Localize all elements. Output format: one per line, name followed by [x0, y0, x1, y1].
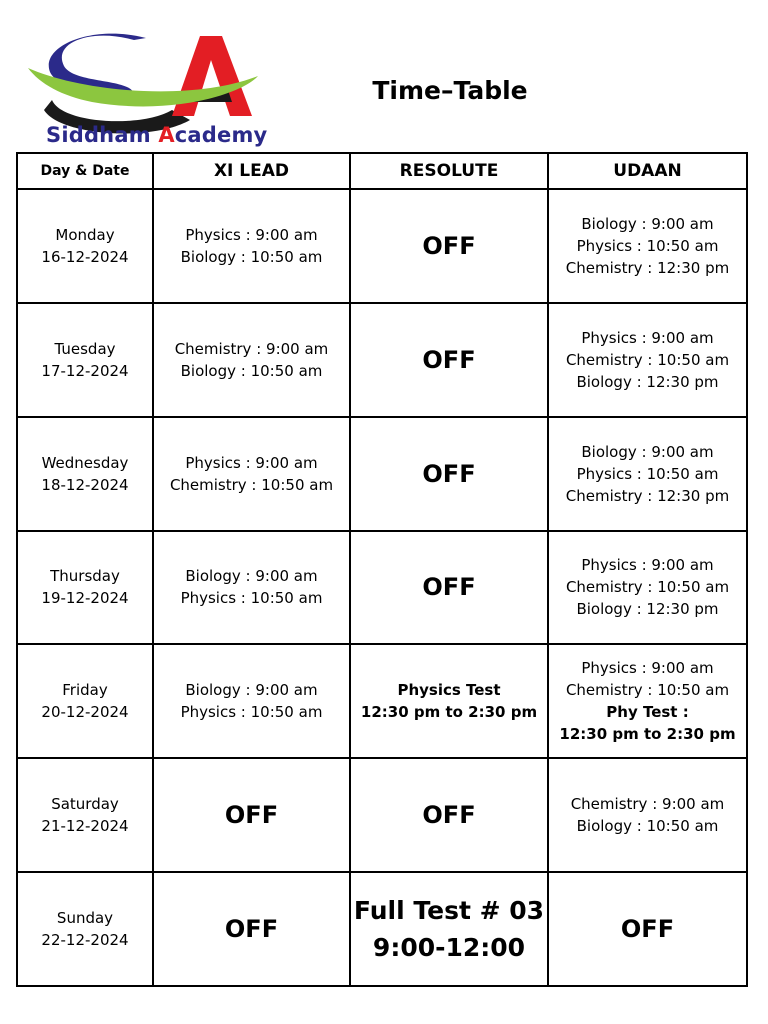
resolute-cell: OFF: [350, 189, 548, 303]
date: 19-12-2024: [41, 589, 129, 608]
day-name: Sunday: [56, 909, 114, 928]
schedule-line: Physics : 9:00 am: [581, 659, 714, 678]
schedule-line: Biology : 9:00 am: [581, 442, 714, 461]
xi-lead-cell: [153, 531, 350, 645]
udaan-cell: [548, 758, 747, 872]
schedule-line: Physics : 9:00 am: [185, 225, 318, 244]
schedule-line: Chemistry : 10:50 am: [565, 681, 730, 700]
xi-lead-cell: [153, 189, 350, 303]
schedule-line: Physics : 9:00 am: [185, 453, 318, 472]
day-name: Monday: [55, 225, 115, 244]
resolute-cell: OFF: [350, 417, 548, 531]
schedule-line: Biology : 12:30 pm: [576, 600, 719, 619]
schedule-line: Physics : 10:50 am: [576, 464, 719, 483]
schedule-line: Biology : 10:50 am: [180, 247, 323, 266]
udaan-cell: [548, 189, 747, 303]
xi-lead-cell: [153, 644, 350, 758]
table-row: [17, 872, 747, 986]
day-date-cell: [17, 758, 153, 872]
schedule-line: Chemistry : 12:30 pm: [565, 486, 730, 505]
day-name: Saturday: [51, 795, 119, 814]
xi-lead-cell: [153, 303, 350, 417]
logo-wordmark: Siddham Academy: [46, 123, 268, 147]
date: 18-12-2024: [41, 475, 129, 494]
resolute-cell: [350, 644, 548, 758]
table-row: [17, 758, 747, 872]
udaan-cell: [548, 644, 747, 758]
schedule-line: Physics : 10:50 am: [576, 236, 719, 255]
resolute-cell: OFF: [350, 303, 548, 417]
udaan-cell: OFF: [548, 872, 747, 986]
day-date-cell: [17, 644, 153, 758]
date: 20-12-2024: [41, 703, 129, 722]
schedule-line: Physics : 10:50 am: [180, 589, 323, 608]
test-name: Phy Test :: [606, 703, 689, 722]
day-date-cell: [17, 189, 153, 303]
test-name: Full Test # 03: [353, 896, 545, 926]
column-header-udaan: UDAAN: [548, 153, 747, 189]
table-row: [17, 644, 747, 758]
page-title: Time–Table: [372, 76, 528, 105]
date: 21-12-2024: [41, 817, 129, 836]
test-time: 12:30 pm to 2:30 pm: [559, 725, 736, 744]
date: 17-12-2024: [41, 361, 129, 380]
siddham-academy-logo: [22, 32, 282, 150]
xi-lead-cell: OFF: [153, 872, 350, 986]
table-header-row: [17, 153, 747, 189]
timetable: [16, 152, 748, 987]
schedule-line: Chemistry : 10:50 am: [565, 578, 730, 597]
schedule-line: Physics : 9:00 am: [581, 328, 714, 347]
schedule-line: Physics : 9:00 am: [581, 556, 714, 575]
schedule-line: Biology : 9:00 am: [581, 214, 714, 233]
schedule-line: Biology : 9:00 am: [185, 567, 318, 586]
day-name: Friday: [62, 681, 108, 700]
logo-red-a: [172, 36, 252, 116]
schedule-line: Biology : 10:50 am: [180, 361, 323, 380]
udaan-cell: [548, 303, 747, 417]
date: 16-12-2024: [41, 247, 129, 266]
column-header-day-date: Day & Date: [17, 153, 153, 189]
date: 22-12-2024: [41, 931, 129, 950]
schedule-line: Biology : 9:00 am: [185, 681, 318, 700]
table-row: [17, 189, 747, 303]
test-name: Physics Test: [397, 681, 501, 700]
column-header-xi-lead: XI LEAD: [153, 153, 350, 189]
day-name: Wednesday: [41, 453, 129, 472]
day-date-cell: [17, 303, 153, 417]
table-row: [17, 531, 747, 645]
day-date-cell: [17, 417, 153, 531]
schedule-line: Chemistry : 10:50 am: [169, 475, 334, 494]
column-header-resolute: RESOLUTE: [350, 153, 548, 189]
schedule-line: Chemistry : 10:50 am: [565, 350, 730, 369]
schedule-line: Chemistry : 9:00 am: [174, 339, 329, 358]
table-row: [17, 417, 747, 531]
udaan-cell: [548, 417, 747, 531]
schedule-line: Chemistry : 9:00 am: [570, 795, 725, 814]
resolute-cell: OFF: [350, 531, 548, 645]
day-name: Thursday: [50, 567, 120, 586]
test-time: 9:00-12:00: [372, 933, 526, 963]
xi-lead-cell: [153, 417, 350, 531]
xi-lead-cell: OFF: [153, 758, 350, 872]
table-row: [17, 303, 747, 417]
udaan-cell: [548, 531, 747, 645]
schedule-line: Chemistry : 12:30 pm: [565, 258, 730, 277]
schedule-line: Biology : 12:30 pm: [576, 372, 719, 391]
test-time: 12:30 pm to 2:30 pm: [360, 703, 538, 722]
day-date-cell: [17, 531, 153, 645]
resolute-cell: OFF: [350, 758, 548, 872]
schedule-line: Physics : 10:50 am: [180, 703, 323, 722]
resolute-cell: [350, 872, 548, 986]
schedule-line: Biology : 10:50 am: [576, 817, 719, 836]
day-name: Tuesday: [54, 339, 116, 358]
day-date-cell: [17, 872, 153, 986]
